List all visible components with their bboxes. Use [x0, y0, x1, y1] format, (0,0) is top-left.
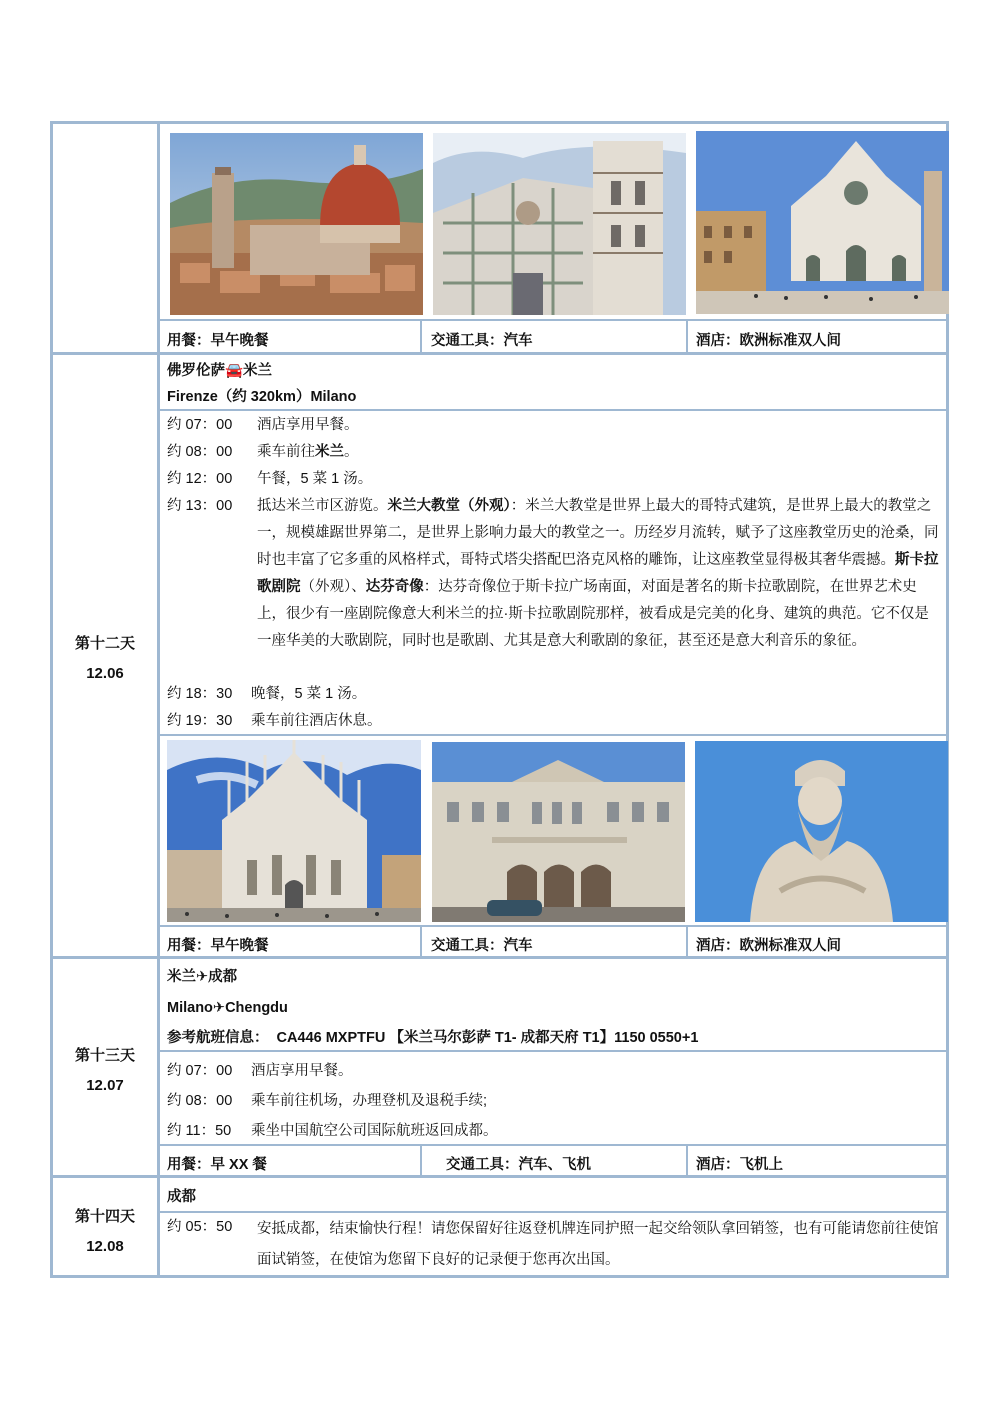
divider [420, 925, 422, 957]
route-cn: 成都 [167, 1189, 196, 1205]
divider [420, 1144, 422, 1176]
santa-croce-photo [696, 131, 949, 314]
florence-duomo-skyline-photo [170, 133, 423, 315]
schedule-item [167, 439, 359, 466]
milan-cathedral-photo [167, 740, 421, 922]
itinerary-table [50, 121, 949, 1278]
day-divider [53, 352, 949, 355]
milan-cathedral-name: 米兰大教堂（外观） [387, 498, 511, 514]
tour-description [257, 493, 939, 655]
tour-text: 抵达米兰市区游览。 [257, 498, 388, 514]
schedule-item [167, 1214, 257, 1241]
activity: 乘车前往机场，办理登机及退税手续; [251, 1093, 488, 1109]
route-en: Firenze（约 320km）Milano [167, 389, 357, 405]
time: 约 07：00 [167, 417, 233, 433]
tour-text: ：米兰大教堂是世界上最大的哥特式建筑，是世界上最大的教堂之一，规模雄踞世界第二，是世界上影响力最大的教堂之一。历经岁月流转，赋予了这座教堂历史的沧桑，同时也丰富了它多重的风格样式，哥特式塔尖搭配巴洛克风格的雕饰，让这座教堂显得极其奢华震撼。 [257, 498, 939, 568]
meal-info: 用餐：早午晚餐 [167, 333, 269, 349]
day-number: 第十三天 [74, 1047, 135, 1064]
time: 约 08：00 [167, 444, 233, 460]
divider [686, 319, 688, 353]
time: 约 18：30 [167, 686, 233, 702]
tour-text: （外观）、 [300, 579, 366, 595]
schedule-item [167, 493, 257, 520]
activity-highlight: 米兰 [315, 444, 344, 460]
flight-info: 参考航班信息： CA446 MXPTFU 【米兰马尔彭萨 T1- 成都天府 T1】1150 0550+1 [167, 1030, 699, 1046]
arrival-description: 安抵成都，结束愉快行程！请您保留好往返登机牌连同护照一起交给领队拿回销签，也有可能请您前往使馆面试销签，在使馆为您留下良好的记录便于您再次出国。 [257, 1221, 939, 1268]
transport-info: 交通工具：汽车 [431, 333, 533, 349]
day-date: 12.08 [86, 1238, 124, 1255]
activity: 乘车前往酒店休息。 [251, 713, 382, 729]
hotel-info: 酒店：欧洲标准双人间 [696, 938, 841, 954]
divider [686, 1144, 688, 1176]
time: 约 08：00 [167, 1093, 233, 1109]
divider [160, 1144, 949, 1146]
tour-text: ：达芬奇像位于斯卡拉广场南面，对面是著名的斯卡拉歌剧院，在世界艺术史上，很少有一座剧院像意大利米兰的拉·斯卡拉歌剧院那样，被看成是完美的化身、建筑的典范。它不仅是一座华美的大歌剧院，同时也是歌剧、尤其是意大利歌剧的象征，甚至还是意大利音乐的象征。 [257, 579, 929, 649]
schedule-item [167, 1088, 487, 1115]
hotel-info: 酒店：飞机上 [696, 1157, 783, 1173]
route-en: Milano✈Chengdu [167, 1000, 288, 1016]
day-label [53, 1202, 157, 1262]
schedule-item [167, 1118, 498, 1145]
day-number: 第十二天 [74, 635, 135, 652]
activity: 酒店享用早餐。 [257, 417, 359, 433]
florence-cathedral-facade-photo [433, 133, 686, 315]
da-vinci-statue-name: 达芬奇像 [365, 579, 424, 595]
transport-info: 交通工具：汽车 [431, 938, 533, 954]
divider [420, 319, 422, 353]
day-divider [53, 956, 949, 959]
activity: 酒店享用早餐。 [251, 1063, 353, 1079]
schedule-item [167, 1058, 353, 1085]
divider [160, 1211, 949, 1213]
divider [160, 734, 949, 736]
activity: 乘车前往 [257, 444, 315, 460]
day-label [53, 1041, 157, 1101]
time: 约 11：50 [167, 1123, 232, 1139]
schedule-item [167, 681, 366, 708]
time: 约 12：00 [167, 471, 233, 487]
day-divider [53, 1175, 949, 1178]
divider [686, 925, 688, 957]
da-vinci-statue-photo [695, 741, 948, 922]
activity: 午餐，5 菜 1 汤。 [257, 471, 373, 487]
left-column-divider [157, 124, 160, 1275]
time: 约 05：50 [167, 1219, 233, 1235]
day-label [53, 629, 157, 689]
transport-info: 交通工具：汽车、飞机 [446, 1157, 591, 1173]
schedule-item [167, 708, 382, 735]
activity: 晚餐，5 菜 1 汤。 [251, 686, 367, 702]
route-cn: 米兰✈成都 [167, 969, 238, 985]
la-scala-name: 斯卡拉歌剧院 [257, 552, 939, 595]
divider [160, 925, 949, 927]
time: 约 19：30 [167, 713, 233, 729]
divider [160, 1050, 949, 1052]
hotel-info: 酒店：欧洲标准双人间 [696, 333, 841, 349]
meal-info: 用餐：早午晚餐 [167, 938, 269, 954]
divider [160, 319, 949, 321]
time: 约 13：00 [167, 498, 233, 514]
activity: 乘坐中国航空公司国际航班返回成都。 [251, 1123, 498, 1139]
route-cn: 佛罗伦萨🚘米兰 [167, 363, 273, 379]
meal-info: 用餐：早 XX 餐 [167, 1157, 267, 1173]
schedule-item [167, 466, 372, 493]
activity-end: 。 [344, 444, 359, 460]
la-scala-photo [432, 742, 685, 922]
day-number: 第十四天 [74, 1208, 135, 1225]
divider [160, 409, 949, 411]
day-date: 12.06 [86, 665, 124, 682]
schedule-item [167, 412, 359, 439]
time: 约 07：00 [167, 1063, 233, 1079]
day-date: 12.07 [86, 1077, 124, 1094]
